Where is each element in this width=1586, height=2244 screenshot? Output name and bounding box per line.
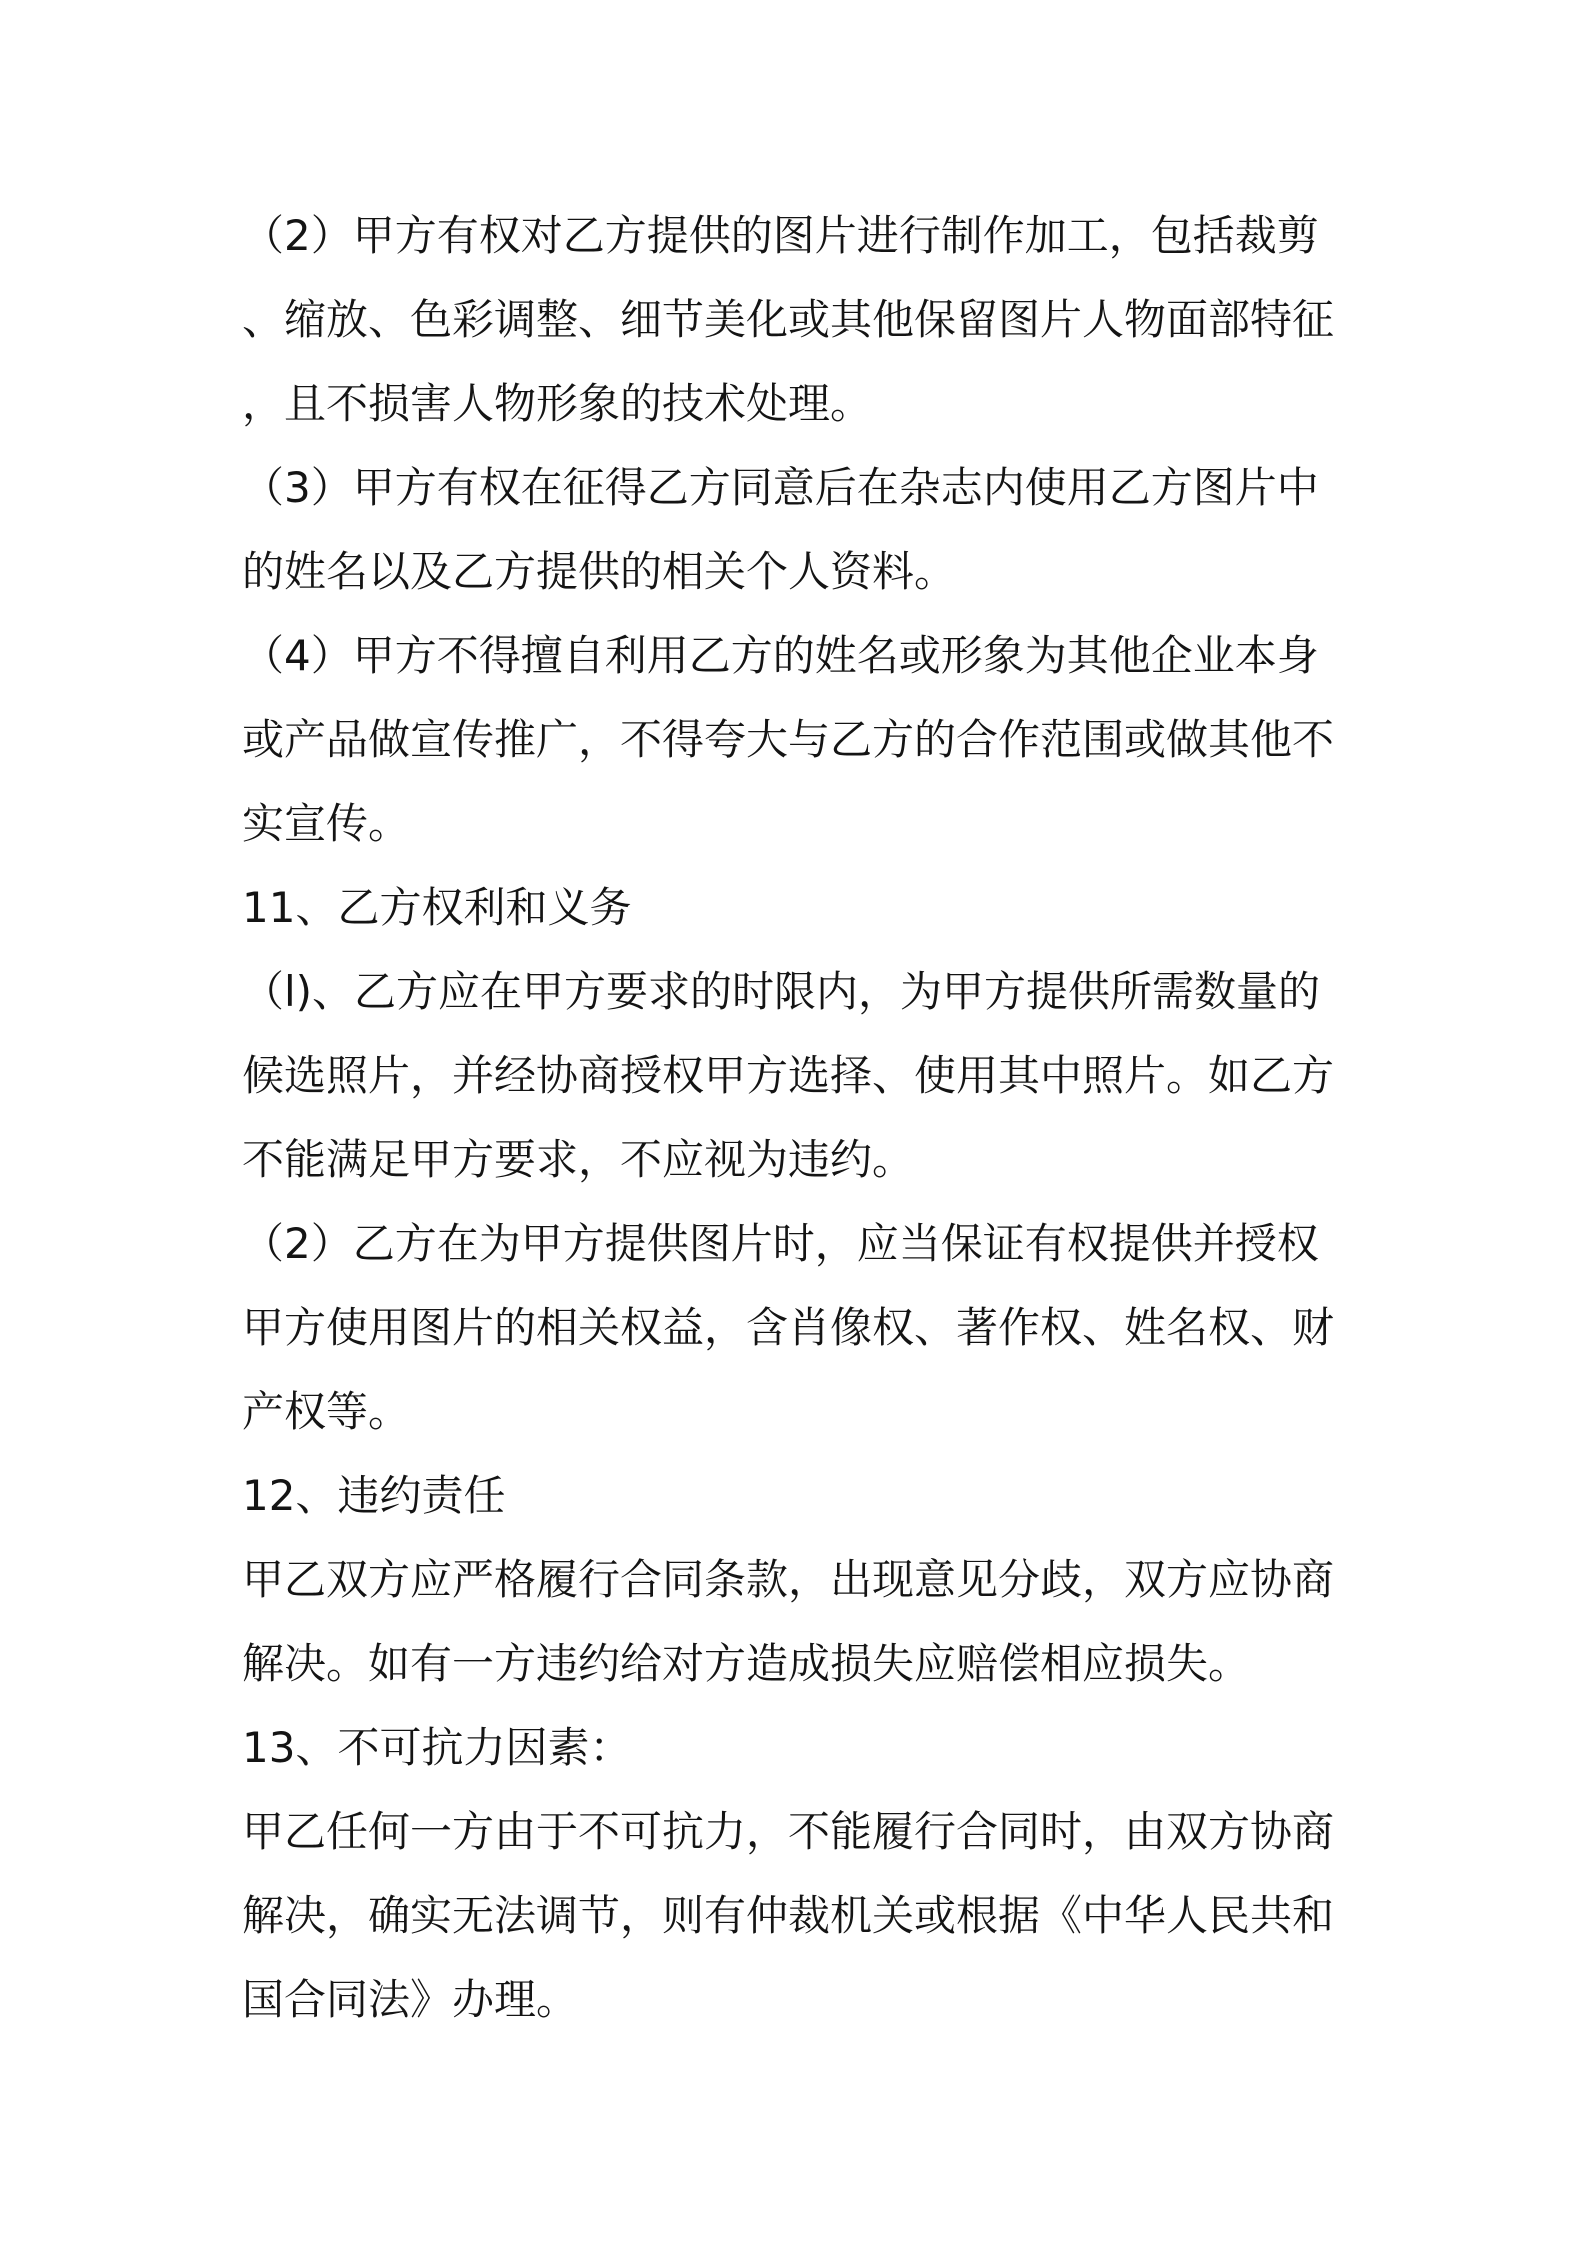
text-line: （3）甲方有权在征得乙方同意后在杂志内使用乙方图片中 bbox=[242, 463, 1319, 512]
text-line: 甲乙双方应严格履行合同条款，出现意见分歧，双方应协商 bbox=[242, 1555, 1335, 1604]
paragraph-clause-13 bbox=[242, 1790, 1362, 2042]
paragraph-clause-10-3 bbox=[242, 446, 1362, 614]
paragraph-clause-11-1 bbox=[242, 950, 1362, 1202]
section-heading-12 bbox=[242, 1454, 1362, 1538]
text-line: 甲乙任何一方由于不可抗力，不能履行合同时，由双方协商 bbox=[242, 1807, 1335, 1856]
heading-text: 12、违约责任 bbox=[242, 1471, 506, 1520]
text-line: ，且不损害人物形象的技术处理。 bbox=[242, 379, 873, 428]
text-line: 解决。如有一方违约给对方造成损失应赔偿相应损失。 bbox=[242, 1639, 1251, 1688]
text-line: （4）甲方不得擅自利用乙方的姓名或形象为其他企业本身 bbox=[242, 631, 1319, 680]
text-line: （2）乙方在为甲方提供图片时，应当保证有权提供并授权 bbox=[242, 1219, 1319, 1268]
heading-text: 11、乙方权利和义务 bbox=[242, 883, 632, 932]
text-line: 解决，确实无法调节，则有仲裁机关或根据《中华人民共和 bbox=[242, 1891, 1335, 1940]
text-line: 国合同法》办理。 bbox=[242, 1975, 579, 2024]
text-line: 候选照片，并经协商授权甲方选择、使用其中照片。如乙方 bbox=[242, 1051, 1335, 1100]
section-heading-13 bbox=[242, 1706, 1362, 1790]
text-line: 或产品做宣传推广，不得夸大与乙方的合作范围或做其他不 bbox=[242, 715, 1335, 764]
section-heading-11 bbox=[242, 866, 1362, 950]
text-line: 产权等。 bbox=[242, 1387, 411, 1436]
text-line: 、缩放、色彩调整、细节美化或其他保留图片人物面部特征 bbox=[242, 295, 1335, 344]
text-line: 甲方使用图片的相关权益，含肖像权、著作权、姓名权、财 bbox=[242, 1303, 1335, 1352]
paragraph-clause-10-4 bbox=[242, 614, 1362, 866]
text-line: （l)、乙方应在甲方要求的时限内，为甲方提供所需数量的 bbox=[242, 967, 1321, 1016]
heading-text: 13、不可抗力因素： bbox=[242, 1723, 632, 1772]
document-page bbox=[242, 194, 1362, 2042]
text-line: 的姓名以及乙方提供的相关个人资料。 bbox=[242, 547, 957, 596]
paragraph-clause-11-2 bbox=[242, 1202, 1362, 1454]
paragraph-clause-10-2 bbox=[242, 194, 1362, 446]
text-line: 不能满足甲方要求，不应视为违约。 bbox=[242, 1135, 915, 1184]
paragraph-clause-12 bbox=[242, 1538, 1362, 1706]
text-line: 实宣传。 bbox=[242, 799, 411, 848]
text-line: （2）甲方有权对乙方提供的图片进行制作加工，包括裁剪 bbox=[242, 211, 1319, 260]
